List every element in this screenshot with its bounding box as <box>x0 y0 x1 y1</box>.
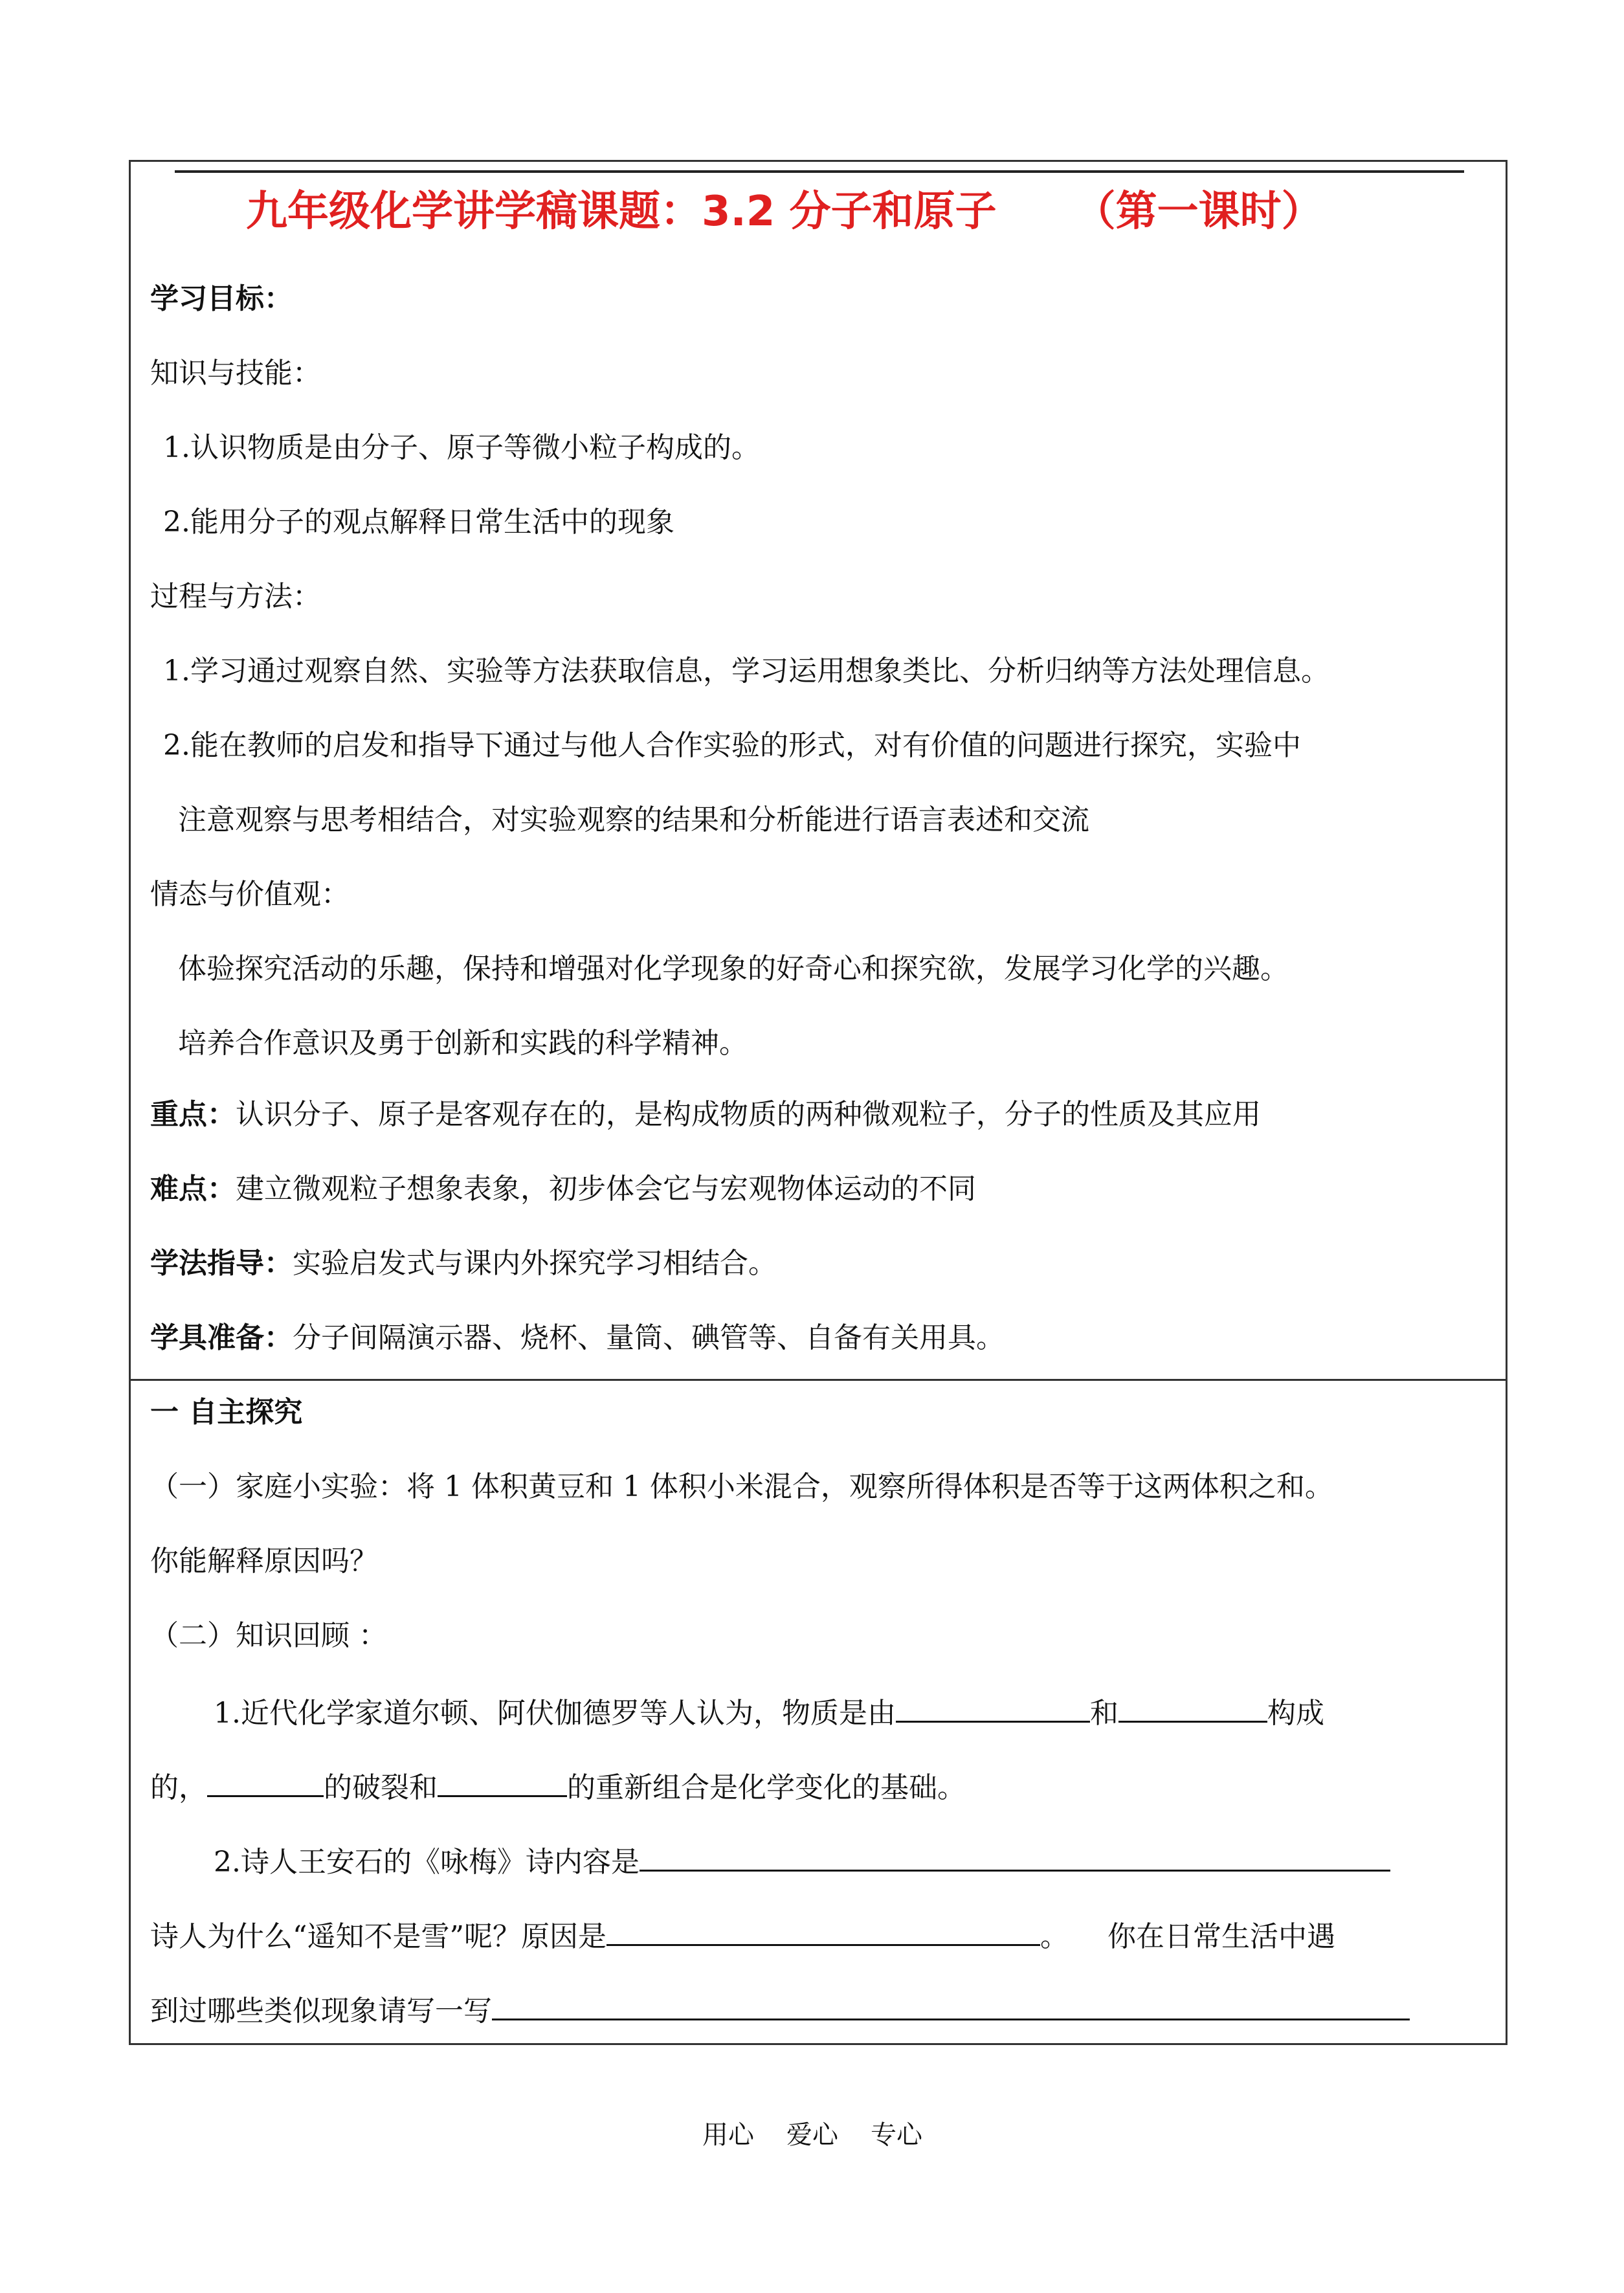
materials-text: 分子间隔演示器、烧杯、量筒、碘管等、自备有关用具。 <box>293 1321 1005 1354</box>
title-lesson: （第一课时） <box>1074 188 1323 236</box>
title-main: 九年级化学讲学稿课题：3.2 分子和原子 <box>246 188 997 236</box>
q2-text-c: 。 <box>1040 1920 1069 1953</box>
process-heading: 过程与方法： <box>150 580 321 613</box>
knowledge-heading: 知识与技能： <box>150 357 321 390</box>
footer-text-3: 专心 <box>871 2120 922 2150</box>
process-item-2: 2.能在教师的启发和指导下通过与他人合作实验的形式，对有价值的问题进行探究，实验中 <box>163 729 1301 762</box>
difficulties-label: 难点： <box>150 1172 236 1205</box>
key-points <box>150 1095 1261 1134</box>
blank-1[interactable] <box>896 1691 1090 1723</box>
question-2-line-2 <box>150 1914 1335 1956</box>
q1-text-a: 1.近代化学家道尔顿、阿伏伽德罗等人认为，物质是由 <box>214 1697 896 1730</box>
attitude-heading: 情态与价值观： <box>150 878 350 911</box>
experiment-line-1: （一）家庭小实验：将 1 体积黄豆和 1 体积小米混合，观察所得体积是否等于这两体积之和。 <box>150 1470 1333 1503</box>
q2-text-a: 2.诗人王安石的《咏梅》诗内容是 <box>214 1846 640 1879</box>
page-title <box>246 186 1323 238</box>
title-rule <box>175 170 1464 173</box>
footer-text-1: 用心 <box>702 2120 754 2150</box>
method <box>150 1244 777 1283</box>
section1-heading: 一 自主探究 <box>150 1396 303 1429</box>
q1-text-c: 构成 <box>1267 1697 1324 1730</box>
blank-6[interactable] <box>606 1914 1040 1946</box>
blank-3[interactable] <box>207 1765 324 1797</box>
q1-text-d: 的， <box>150 1771 207 1804</box>
question-2-line-3 <box>150 1989 1410 2031</box>
q1-text-b: 和 <box>1089 1697 1118 1730</box>
difficulties <box>150 1170 976 1209</box>
knowledge-item-2: 2.能用分子的观点解释日常生活中的现象 <box>163 506 674 539</box>
review-heading: （二）知识回顾 ： <box>150 1619 387 1652</box>
attitude-item-2: 培养合作意识及勇于创新和实践的科学精神。 <box>178 1027 748 1060</box>
q1-text-e: 的破裂和 <box>324 1771 438 1804</box>
experiment-line-2: 你能解释原因吗？ <box>150 1545 378 1578</box>
materials <box>150 1319 1005 1358</box>
blank-2[interactable] <box>1118 1691 1267 1723</box>
key-points-label: 重点： <box>150 1098 236 1131</box>
q1-text-f: 的重新组合是化学变化的基础。 <box>567 1771 966 1804</box>
process-item-2-cont: 注意观察与思考相结合，对实验观察的结果和分析能进行语言表述和交流 <box>178 803 1089 836</box>
key-points-text: 认识分子、原子是客观存在的，是构成物质的两种微观粒子，分子的性质及其应用 <box>236 1098 1261 1131</box>
question-1-line-2 <box>150 1765 966 1807</box>
q2-text-b: 诗人为什么“遥知不是雪”呢？原因是 <box>150 1920 606 1953</box>
process-item-1: 1.学习通过观察自然、实验等方法获取信息，学习运用想象类比、分析归纳等方法处理信息。 <box>163 654 1329 688</box>
attitude-item-1: 体验探究活动的乐趣，保持和增强对化学现象的好奇心和探究欲，发展学习化学的兴趣。 <box>178 952 1289 985</box>
knowledge-item-1: 1.认识物质是由分子、原子等微小粒子构成的。 <box>163 431 760 464</box>
q2-text-d: 你在日常生活中遇 <box>1107 1920 1335 1953</box>
question-2-line-1 <box>214 1840 1390 1882</box>
question-1-line-1 <box>214 1691 1324 1733</box>
blank-4[interactable] <box>438 1765 567 1797</box>
method-text: 实验启发式与课内外探究学习相结合。 <box>293 1247 777 1280</box>
materials-label: 学具准备： <box>150 1321 293 1354</box>
section-divider <box>131 1379 1506 1381</box>
blank-5[interactable] <box>640 1840 1390 1872</box>
page-footer <box>702 2117 955 2153</box>
q2-text-e: 到过哪些类似现象请写一写 <box>150 1995 492 2028</box>
method-label: 学法指导： <box>150 1247 293 1280</box>
difficulties-text: 建立微观粒子想象表象，初步体会它与宏观物体运动的不同 <box>236 1172 976 1205</box>
objectives-heading: 学习目标： <box>150 282 293 315</box>
footer-text-2: 爱心 <box>786 2120 838 2150</box>
blank-7[interactable] <box>492 1989 1410 2020</box>
